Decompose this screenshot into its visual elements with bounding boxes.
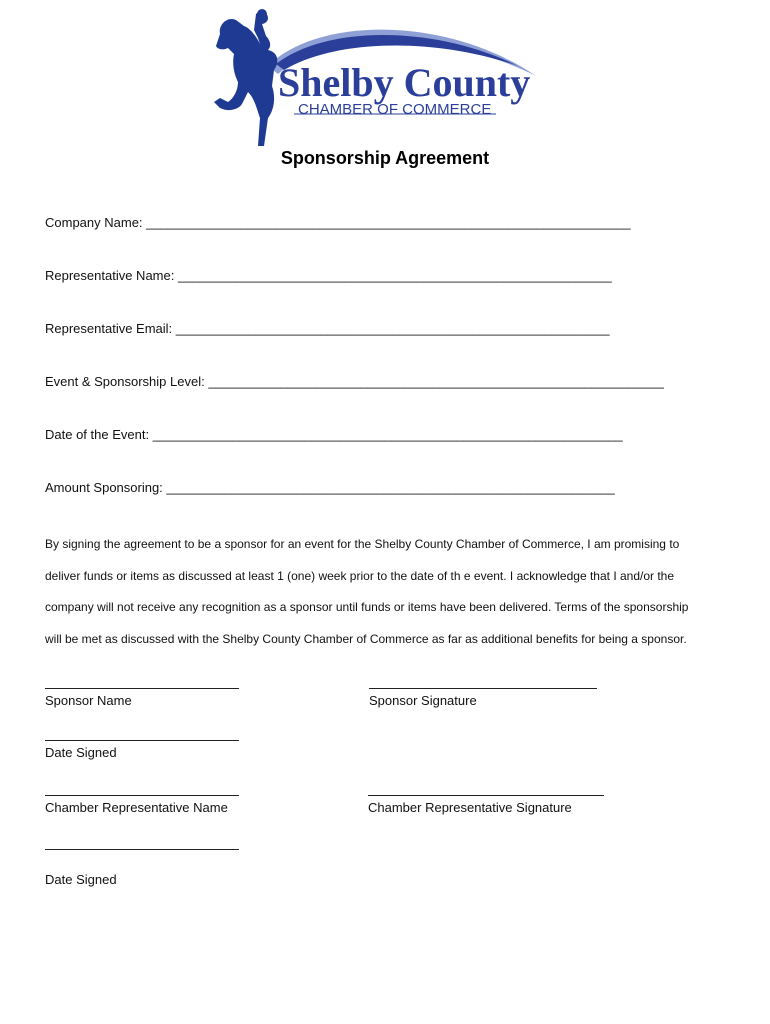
amount-sponsoring-label: Amount Sponsoring: xyxy=(45,480,163,495)
sponsor-name-block[interactable] xyxy=(45,688,239,708)
representative-name-field[interactable] xyxy=(45,268,612,283)
horse-rider-logo-icon xyxy=(198,6,538,152)
event-date-label: Date of the Event: xyxy=(45,427,150,442)
amount-sponsoring-field[interactable] xyxy=(45,480,615,495)
date-signed-block-2[interactable] xyxy=(45,849,239,887)
sponsor-signature-caption: Sponsor Signature xyxy=(369,693,477,708)
shelby-county-chamber-logo xyxy=(198,6,538,152)
sponsor-name-caption: Sponsor Name xyxy=(45,693,132,708)
company-name-label: Company Name: xyxy=(45,215,143,230)
agreement-line: company will not receive any recognition as a sponsor until funds or items have been delivered. Terms of the sponsorship xyxy=(45,600,689,614)
company-name-blank[interactable]: ___________________________________________________________________ xyxy=(146,215,631,230)
date-signed-line-2[interactable] xyxy=(45,849,239,850)
event-sponsorship-level-blank[interactable]: _______________________________________________________________ xyxy=(208,374,664,389)
agreement-line: will be met as discussed with the Shelby County Chamber of Commerce as far as additional benefits for being a sponsor. xyxy=(45,631,687,646)
event-sponsorship-level-field[interactable] xyxy=(45,374,664,389)
agreement-line: By signing the agreement to be a sponsor for an event for the Shelby County Chamber of Commerce, I am promising to xyxy=(45,537,680,551)
date-signed-caption-1: Date Signed xyxy=(45,745,117,760)
event-date-field[interactable] xyxy=(45,427,623,442)
amount-sponsoring-blank[interactable]: ______________________________________________________________ xyxy=(166,480,615,495)
event-date-blank[interactable]: _________________________________________________________________ xyxy=(152,427,623,442)
representative-email-label: Representative Email: xyxy=(45,321,173,336)
chamber-rep-name-caption: Chamber Representative Name xyxy=(45,800,228,815)
chamber-rep-name-block[interactable] xyxy=(45,795,239,815)
agreement-line: deliver funds or items as discussed at least 1 (one) week prior to the date of th e event. I acknowledge that I and/or the xyxy=(45,568,675,583)
logo-subtitle-text: CHAMBER OF COMMERCE xyxy=(298,101,492,118)
representative-name-label: Representative Name: xyxy=(45,268,175,283)
chamber-rep-signature-block[interactable] xyxy=(368,795,604,815)
sponsor-signature-line[interactable] xyxy=(369,688,597,689)
representative-name-blank[interactable]: ____________________________________________________________ xyxy=(177,268,612,283)
logo-title-text: Shelby County xyxy=(278,60,531,105)
event-sponsorship-level-label: Event & Sponsorship Level: xyxy=(45,374,205,389)
sponsor-signature-block[interactable] xyxy=(369,688,597,708)
sponsor-name-line[interactable] xyxy=(45,688,239,689)
company-name-field[interactable] xyxy=(45,215,631,230)
page-title: Sponsorship Agreement xyxy=(280,148,490,168)
representative-email-blank[interactable]: ____________________________________________________________ xyxy=(175,321,610,336)
date-signed-block-1[interactable] xyxy=(45,740,239,760)
representative-email-field[interactable] xyxy=(45,321,610,336)
date-signed-caption-2: Date Signed xyxy=(45,872,117,887)
chamber-rep-name-line[interactable] xyxy=(45,795,239,796)
chamber-rep-signature-caption: Chamber Representative Signature xyxy=(368,800,572,815)
chamber-rep-signature-line[interactable] xyxy=(368,795,604,796)
date-signed-line-1[interactable] xyxy=(45,740,239,741)
agreement-paragraph xyxy=(45,529,735,655)
